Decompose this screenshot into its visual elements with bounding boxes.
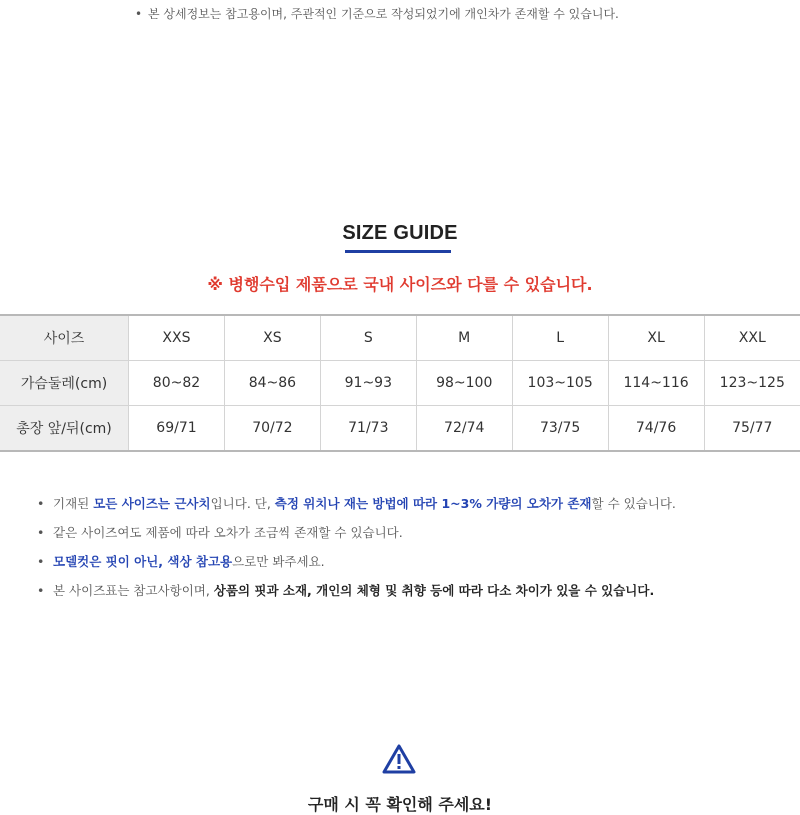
table-cell: 74/76 [608, 406, 704, 452]
note-highlight: 측정 위치나 재는 방법에 따라 1~3% 가량의 오차가 존재 [274, 496, 592, 511]
table-row-chest [0, 361, 800, 406]
table-cell: 73/75 [512, 406, 608, 452]
size-header-cell: S [320, 315, 416, 361]
note-text [53, 523, 403, 543]
table-cell: 69/71 [129, 406, 225, 452]
table-header-label: 사이즈 [0, 315, 129, 361]
note-text [53, 552, 325, 572]
note-part: 으로만 봐주세요. [232, 554, 325, 569]
table-cell: 75/77 [704, 406, 800, 452]
title-underline [345, 250, 451, 253]
note-part: 입니다. 단, [210, 496, 275, 511]
note-text [53, 581, 654, 601]
bullet: • [37, 554, 45, 569]
note-part: 할 수 있습니다. [591, 496, 676, 511]
note-item-1 [0, 494, 800, 514]
row-label: 총장 앞/뒤(cm) [0, 406, 129, 452]
note-item-4 [0, 581, 800, 601]
note-bold: 상품의 핏과 소재, 개인의 체형 및 취향 등에 따라 다소 차이가 있을 수 있습니다. [213, 583, 655, 598]
note-highlight: 모델컷은 핏이 아닌, 색상 참고용 [53, 554, 233, 569]
top-note-text: 본 상세정보는 참고용이며, 주관적인 기준으로 작성되었기에 개인차가 존재할 수 있습니다. [148, 7, 619, 21]
table-row-length [0, 406, 800, 452]
size-header-cell: L [512, 315, 608, 361]
table-cell: 71/73 [320, 406, 416, 452]
bullet: • [37, 583, 45, 598]
note-text [53, 494, 676, 514]
size-header-cell: XXL [704, 315, 800, 361]
warning-triangle-icon [382, 744, 416, 774]
size-header-cell: XXS [129, 315, 225, 361]
note-part: 기재된 [53, 496, 94, 511]
table-header-row [0, 315, 800, 361]
bullet: • [37, 525, 45, 540]
bullet: • [135, 7, 143, 21]
table-cell: 84~86 [224, 361, 320, 406]
size-header-cell: XS [224, 315, 320, 361]
warning-heading: 구매 시 꼭 확인해 주세요! [307, 795, 493, 814]
table-cell: 72/74 [416, 406, 512, 452]
table-cell: 103~105 [512, 361, 608, 406]
size-guide-title: SIZE GUIDE [342, 222, 458, 244]
note-highlight: 모든 사이즈는 근사치 [93, 496, 211, 511]
note-item-3 [0, 552, 800, 572]
note-part: 본 사이즈표는 참고사항이며, [53, 583, 214, 598]
size-header-cell: M [416, 315, 512, 361]
table-cell: 70/72 [224, 406, 320, 452]
note-item-2 [0, 523, 800, 543]
row-label: 가슴둘레(cm) [0, 361, 129, 406]
table-cell: 98~100 [416, 361, 512, 406]
bullet: • [37, 496, 45, 511]
import-notice: ※ 병행수입 제품으로 국내 사이즈와 다를 수 있습니다. [207, 275, 593, 294]
table-cell: 91~93 [320, 361, 416, 406]
table-cell: 123~125 [704, 361, 800, 406]
table-cell: 80~82 [129, 361, 225, 406]
table-cell: 114~116 [608, 361, 704, 406]
size-header-cell: XL [608, 315, 704, 361]
note-part: 같은 사이즈여도 제품에 따라 오차가 조금씩 존재할 수 있습니다. [53, 525, 403, 540]
size-table [0, 314, 800, 452]
